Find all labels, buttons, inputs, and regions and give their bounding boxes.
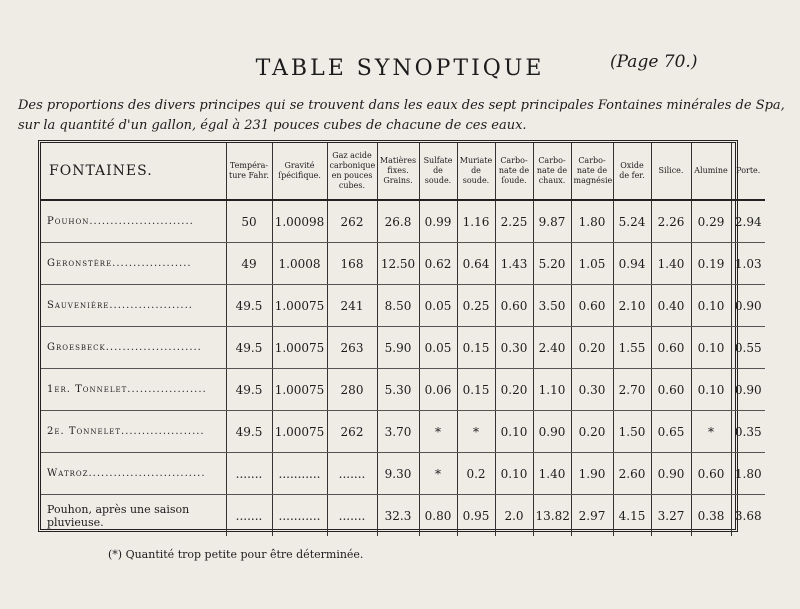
subtitle-line-2: sur la quantité d'un gallon, égal à 231 pouces cubes de chacune de ces eaux.: [18, 118, 527, 133]
table-cell: 241: [327, 285, 377, 327]
table-cell: *: [457, 411, 495, 453]
table-cell: 4.15: [613, 495, 651, 537]
table-cell: 0.10: [691, 327, 731, 369]
table-cell: 2.10: [613, 285, 651, 327]
table-cell: 0.2: [457, 453, 495, 495]
table-cell: 0.55: [731, 327, 765, 369]
table-cell: 49.5: [226, 369, 272, 411]
table-cell: 0.64: [457, 243, 495, 285]
table-row: [41, 495, 765, 537]
table-cell: 0.10: [495, 411, 533, 453]
table-cell: 0.60: [651, 369, 691, 411]
table-cell: 1.43: [495, 243, 533, 285]
table-cell: .......: [226, 495, 272, 537]
table-cell: 0.30: [571, 369, 613, 411]
table-row: [41, 453, 765, 495]
table-cell: 49.5: [226, 285, 272, 327]
table-cell: 0.90: [731, 369, 765, 411]
table-cell: 12.50: [377, 243, 419, 285]
table-cell: 1.90: [571, 453, 613, 495]
table-row: [41, 411, 765, 453]
table-row: [41, 285, 765, 327]
table-cell: 0.65: [651, 411, 691, 453]
header-perte: Porte.: [731, 143, 765, 200]
table-cell: 1.80: [571, 200, 613, 243]
table-cell: 0.20: [571, 327, 613, 369]
table-cell: 263: [327, 327, 377, 369]
table-cell: 1.40: [533, 453, 571, 495]
table-cell: 0.10: [691, 285, 731, 327]
table-row: [41, 243, 765, 285]
table-cell: 0.40: [651, 285, 691, 327]
table-row: [41, 200, 765, 243]
table-cell: 32.3: [377, 495, 419, 537]
page-reference: (Page 70.): [610, 52, 698, 72]
table-cell: 1.55: [613, 327, 651, 369]
table-cell: 0.06: [419, 369, 457, 411]
page-title: TABLE SYNOPTIQUE: [255, 56, 545, 81]
table-cell: 1.80: [731, 453, 765, 495]
row-label: Watroz............................: [41, 453, 226, 495]
header-silice: Silice.: [651, 143, 691, 200]
table-cell: 1.00075: [272, 285, 327, 327]
table-cell: 0.94: [613, 243, 651, 285]
table-cell: 0.05: [419, 285, 457, 327]
table-cell: 50: [226, 200, 272, 243]
table-cell: 0.90: [731, 285, 765, 327]
header-row: [41, 143, 765, 200]
table-cell: 0.60: [571, 285, 613, 327]
synoptic-table: [38, 140, 762, 532]
table-cell: 0.99: [419, 200, 457, 243]
table-cell: 5.90: [377, 327, 419, 369]
table-cell: 0.60: [691, 453, 731, 495]
table-cell: 2.97: [571, 495, 613, 537]
table-cell: 1.00098: [272, 200, 327, 243]
header-alumine: Alumine: [691, 143, 731, 200]
table-cell: *: [419, 453, 457, 495]
row-label: Geronstère...................: [41, 243, 226, 285]
table-cell: 0.19: [691, 243, 731, 285]
table-cell: 49.5: [226, 327, 272, 369]
table-cell: 13.82: [533, 495, 571, 537]
table-cell: 1.05: [571, 243, 613, 285]
table-cell: 262: [327, 411, 377, 453]
table-cell: 0.20: [571, 411, 613, 453]
table-cell: 2.26: [651, 200, 691, 243]
header-temperature: Tempéra-ture Fahr.: [226, 143, 272, 200]
table-cell: 2.0: [495, 495, 533, 537]
table-cell: 1.40: [651, 243, 691, 285]
table-cell: 3.68: [731, 495, 765, 537]
table-cell: 3.27: [651, 495, 691, 537]
header-fontaines: FONTAINES.: [41, 143, 226, 200]
table-cell: .......: [226, 453, 272, 495]
table-cell: 168: [327, 243, 377, 285]
header-gaz-acide: Gaz acide carbonique en pouces cubes.: [327, 143, 377, 200]
table-cell: 2.60: [613, 453, 651, 495]
table-cell: 0.25: [457, 285, 495, 327]
table-cell: 1.03: [731, 243, 765, 285]
table-cell: 0.95: [457, 495, 495, 537]
table-cell: 1.00075: [272, 411, 327, 453]
table-cell: 0.90: [651, 453, 691, 495]
header-carbonate-soude: Carbo-nate de ſoude.: [495, 143, 533, 200]
table-cell: 5.24: [613, 200, 651, 243]
table-cell: 0.29: [691, 200, 731, 243]
table-cell: 0.30: [495, 327, 533, 369]
table-cell: ...........: [272, 495, 327, 537]
table-cell: 2.70: [613, 369, 651, 411]
table-cell: 0.90: [533, 411, 571, 453]
table-cell: 1.00075: [272, 327, 327, 369]
table-cell: 9.87: [533, 200, 571, 243]
row-label: Pouhon.........................: [41, 200, 226, 243]
table-cell: 1.10: [533, 369, 571, 411]
table-cell: *: [691, 411, 731, 453]
table-cell: 0.62: [419, 243, 457, 285]
table-cell: 2.94: [731, 200, 765, 243]
table-cell: 9.30: [377, 453, 419, 495]
table-cell: .......: [327, 495, 377, 537]
table-cell: 49: [226, 243, 272, 285]
row-label: 2e. Tonnelet....................: [41, 411, 226, 453]
table-cell: 0.15: [457, 369, 495, 411]
table-cell: *: [419, 411, 457, 453]
header-carbonate-magnesie: Carbo-nate de magnésie: [571, 143, 613, 200]
table-cell: 280: [327, 369, 377, 411]
row-label: Pouhon, après une saison pluvieuse.: [47, 502, 190, 529]
table-row: [41, 369, 765, 411]
table-row: [41, 327, 765, 369]
table-cell: 0.38: [691, 495, 731, 537]
header-sulfate-soude: Sulfate de soude.: [419, 143, 457, 200]
table-cell: 2.40: [533, 327, 571, 369]
table-cell: 1.16: [457, 200, 495, 243]
subtitle-line-1: Des proportions des divers principes qui se trouvent dans les eaux des sept principales Fontaines minérales de Spa,: [18, 98, 785, 113]
table-cell: 262: [327, 200, 377, 243]
table-cell: 8.50: [377, 285, 419, 327]
header-matieres-fixes: Matières fixes. Grains.: [377, 143, 419, 200]
table-cell: 0.10: [495, 453, 533, 495]
table-cell: 0.60: [651, 327, 691, 369]
header-carbonate-chaux: Carbo-nate de chaux.: [533, 143, 571, 200]
table-cell: 0.80: [419, 495, 457, 537]
row-label: 1er. Tonnelet...................: [41, 369, 226, 411]
table-cell: ...........: [272, 453, 327, 495]
table-cell: 3.70: [377, 411, 419, 453]
table-cell: 49.5: [226, 411, 272, 453]
table-cell: 1.00075: [272, 369, 327, 411]
row-label: Groesbeck.......................: [41, 327, 226, 369]
table-cell: 0.15: [457, 327, 495, 369]
table-cell: 5.30: [377, 369, 419, 411]
table-cell: .......: [327, 453, 377, 495]
table-cell: 3.50: [533, 285, 571, 327]
table-cell: 0.20: [495, 369, 533, 411]
table-cell: 1.0008: [272, 243, 327, 285]
table-cell: 1.50: [613, 411, 651, 453]
subtitle: [18, 96, 788, 136]
table-cell: 0.60: [495, 285, 533, 327]
header-oxide-fer: Oxide de fer.: [613, 143, 651, 200]
table-cell: 2.25: [495, 200, 533, 243]
table-cell: 5.20: [533, 243, 571, 285]
table-cell: 26.8: [377, 200, 419, 243]
row-label: Sauvenière....................: [41, 285, 226, 327]
header-gravite: Gravité ſpécifique.: [272, 143, 327, 200]
footnote: (*) Quantité trop petite pour être déterminée.: [108, 548, 364, 561]
header-muriate-soude: Muriate de soude.: [457, 143, 495, 200]
table-cell: 0.35: [731, 411, 765, 453]
table-cell: 0.05: [419, 327, 457, 369]
table-cell: 0.10: [691, 369, 731, 411]
